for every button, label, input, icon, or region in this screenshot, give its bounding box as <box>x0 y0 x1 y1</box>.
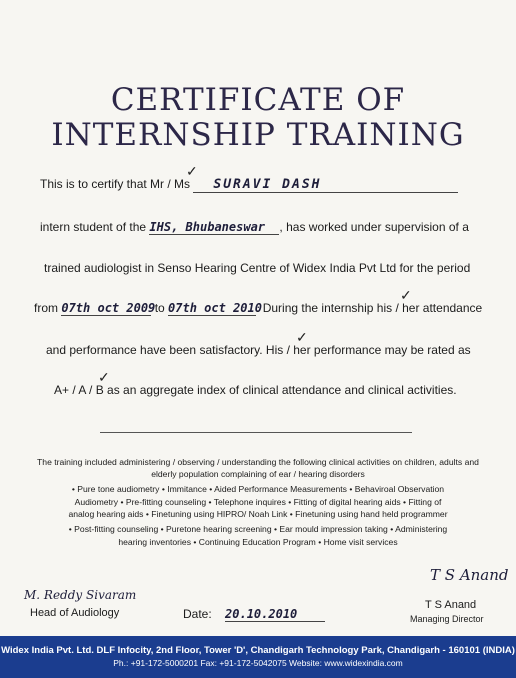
certify-line <box>40 177 458 193</box>
certificate-title-line2: INTERNSHIP TRAINING <box>51 117 465 153</box>
from-label: from <box>34 301 58 315</box>
performance-line: and performance have been satisfactory. His / her performance may be rated as <box>46 343 471 357</box>
footer-contact: Ph.: +91-172-5000201 Fax: +91-172-5042075 Website: www.widexindia.com <box>113 658 403 668</box>
footer-address: Widex India Pvt. Ltd. DLF Infocity, 2nd Floor, Tower 'D', Chandigarh Technology Park, Chandigarh - 160101 (INDIA) <box>1 645 515 656</box>
name-field <box>193 177 458 193</box>
trained-line: trained audiologist in Senso Hearing Centre of Widex India Pvt Ltd for the period <box>44 261 471 275</box>
institute-name: IHS, Bhubaneswar <box>149 220 266 234</box>
to-date: 07th oct 2010 <box>168 301 262 315</box>
date-label: Date: <box>183 607 212 621</box>
date-line <box>183 607 325 622</box>
intern-line <box>40 220 469 235</box>
training-row2: Audiometry • Pre-fitting counseling • Telephone inquires • Fitting of digital hearing aids • Fitting of <box>74 497 442 507</box>
tick-ms-icon: ✓ <box>186 163 198 179</box>
institute-field <box>149 220 279 235</box>
period-suffix: . During the internship his / her attendance <box>256 301 483 315</box>
left-role: Head of Audiology <box>30 607 120 619</box>
rating-line: A+ / A / B as an aggregate index of clinical attendance and clinical activities. <box>54 383 457 397</box>
from-date-field <box>61 301 156 316</box>
intern-prefix: intern student of the <box>40 220 147 234</box>
from-date: 07th oct 2009 <box>61 301 156 315</box>
training-row4: • Post-fitting counseling • Puretone hearing screening • Ear mould impression taking • Administering <box>68 524 448 534</box>
intern-suffix: , has worked under supervision of a <box>279 220 469 234</box>
to-label: to <box>154 301 165 315</box>
tick-her-icon: ✓ <box>400 287 412 303</box>
intern-name: SURAVI DASH <box>213 177 322 192</box>
left-signature: M. Reddy Sivaram <box>24 588 137 602</box>
right-signature: T S Anand <box>430 566 509 584</box>
right-role: Managing Director <box>410 614 484 624</box>
footer-bar <box>0 636 516 678</box>
training-row1: • Pure tone audiometry • Immitance • Aided Performance Measurements • Behaviroal Observation <box>71 484 445 494</box>
certify-prefix: This is to certify that Mr / Ms <box>40 177 191 191</box>
date-field <box>225 607 325 622</box>
certificate-title-line1: CERTIFICATE OF <box>110 82 406 118</box>
right-name: T S Anand <box>425 599 477 611</box>
period-line <box>34 301 482 316</box>
training-row3: analog hearing aids • Finetuning using HIPRO/ Noah Link • Finetuning using hand held programmer <box>68 509 448 519</box>
training-intro: The training included administering / observing / understanding the following clinical activities on children, adults and elderly population complaining of ear / hearing disorders <box>37 457 479 479</box>
tick-rating-a-icon: ✓ <box>98 369 110 385</box>
training-row5: hearing inventories • Continuing Education Program • Home visit services <box>118 537 398 547</box>
date-value: 20.10.2010 <box>225 607 298 621</box>
tick-her2-icon: ✓ <box>296 329 308 345</box>
divider <box>100 432 412 433</box>
to-date-field <box>168 301 262 316</box>
